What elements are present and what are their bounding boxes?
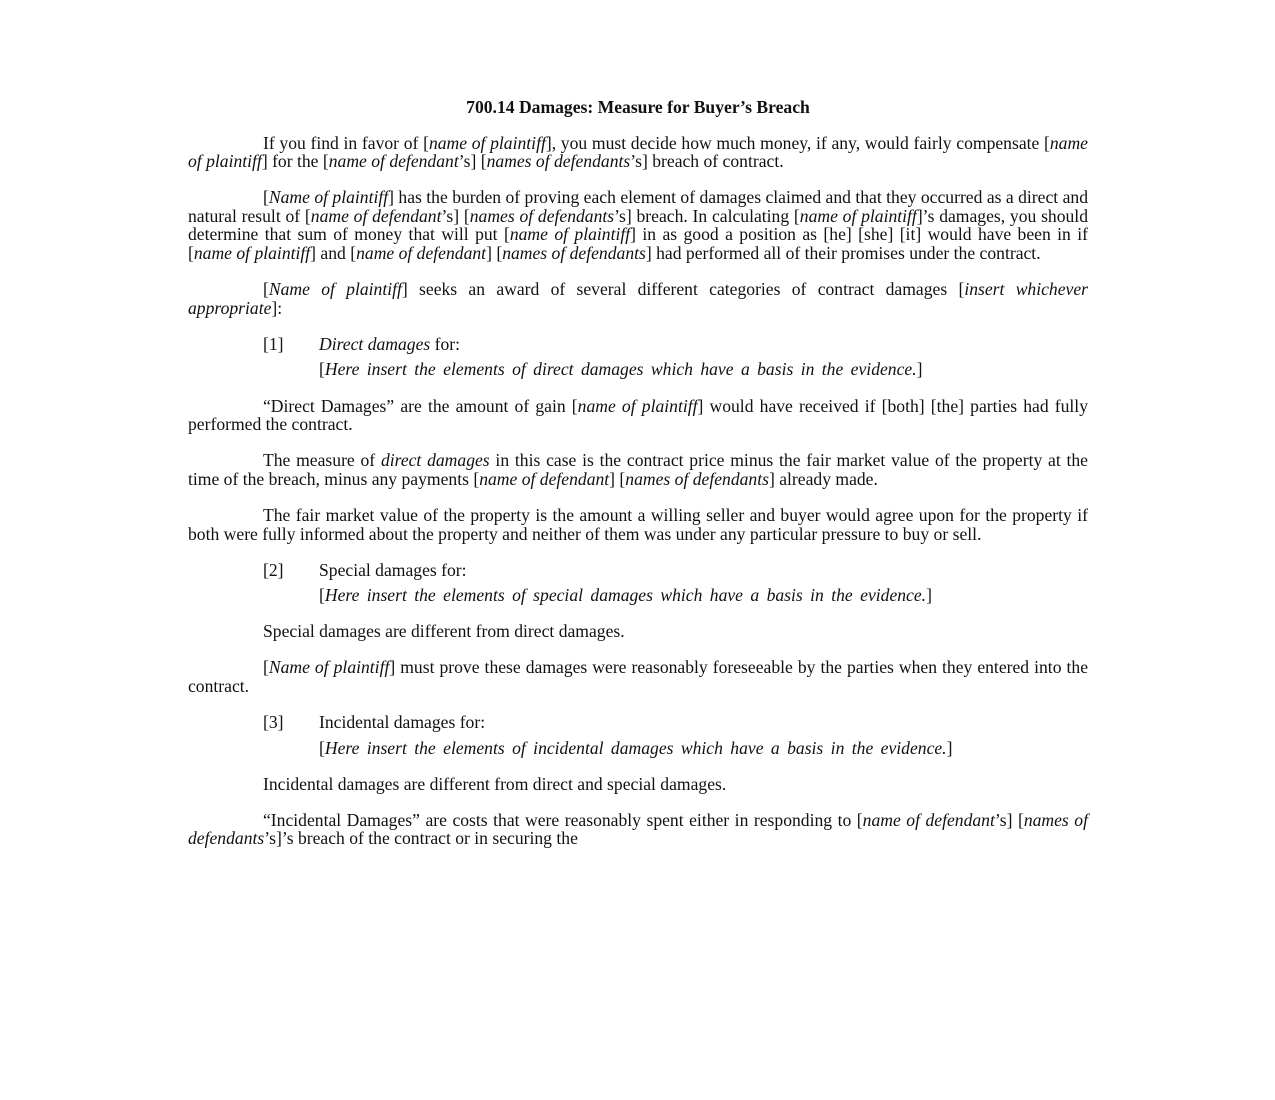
paragraph-incidental-damages-definition: “Incidental Damages” are costs that were reasonably spent either in responding to [name of defendant’s] [names of defendants’s]’s breach of the contract or in securing the xyxy=(188,809,1088,849)
paragraph-burden-of-proof: [Name of plaintiff] has the burden of proving each element of damages claimed and that they occurred as a direct and natural result of [name of defendant’s] [names of defendants’s] breach. In calculating [name of plaintiff]’s damages, you should determine that sum of money that will put [name of plaintiff] in as good a position as [he] [she] [it] would have been in if [name of plaintiff] and [name of defendant] [names of defendants] had performed all of their promises under the contract. xyxy=(188,187,1088,264)
list-item-direct-damages xyxy=(263,335,1088,354)
list-item-number: [1] xyxy=(263,333,284,354)
instruction-special-damages: [Here insert the elements of special damages which have a basis in the evidence.] xyxy=(319,585,932,606)
paragraph-categories: [Name of plaintiff] seeks an award of several different categories of contract damages [insert whichever appropriate]: xyxy=(188,279,1088,318)
instruction-direct-damages: [Here insert the elements of direct damages which have a basis in the evidence.] xyxy=(319,359,923,380)
list-item-number: [3] xyxy=(263,712,284,733)
instruction-incidental-damages: [Here insert the elements of incidental damages which have a basis in the evidence.] xyxy=(319,737,953,758)
list-item-number: [2] xyxy=(263,559,284,580)
paragraph-fair-market-value: The fair market value of the property is the amount a willing seller and buyer would agree upon for the property if both were fully informed about the property and neither of them was under any particular pressure to buy or sell. xyxy=(188,504,1088,544)
paragraph-direct-damages-definition: “Direct Damages” are the amount of gain [name of plaintiff] would have received if [both] [the] parties had fully performed the contract. xyxy=(188,395,1088,435)
list-item-special-damages xyxy=(263,561,1088,580)
paragraph-compensation: If you find in favor of [name of plaintiff], you must decide how much money, if any, would fairly compensate [name of plaintiff] for the [name of defendant’s] [names of defendants’s] breach of contract. xyxy=(188,132,1088,172)
paragraph-special-damages-difference: Special damages are different from direct damages. xyxy=(263,621,625,642)
paragraph-direct-damages-measure: The measure of direct damages in this case is the contract price minus the fair market value of the property at the time of the breach, minus any payments [name of defendant] [names of defendants] already made. xyxy=(188,450,1088,489)
paragraph-special-damages-foreseeable: [Name of plaintiff] must prove these damages were reasonably foreseeable by the parties when they entered into the contract. xyxy=(188,657,1089,696)
list-item-label: Direct damages for: xyxy=(319,333,461,354)
list-item-incidental-damages xyxy=(263,713,1088,732)
paragraph-incidental-damages-difference: Incidental damages are different from direct and special damages. xyxy=(263,773,727,794)
document-page xyxy=(188,98,1088,866)
list-item-label: Special damages for: xyxy=(319,559,467,580)
list-item-label: Incidental damages for: xyxy=(319,712,486,733)
page-title: 700.14 Damages: Measure for Buyer’s Breach xyxy=(466,97,810,117)
